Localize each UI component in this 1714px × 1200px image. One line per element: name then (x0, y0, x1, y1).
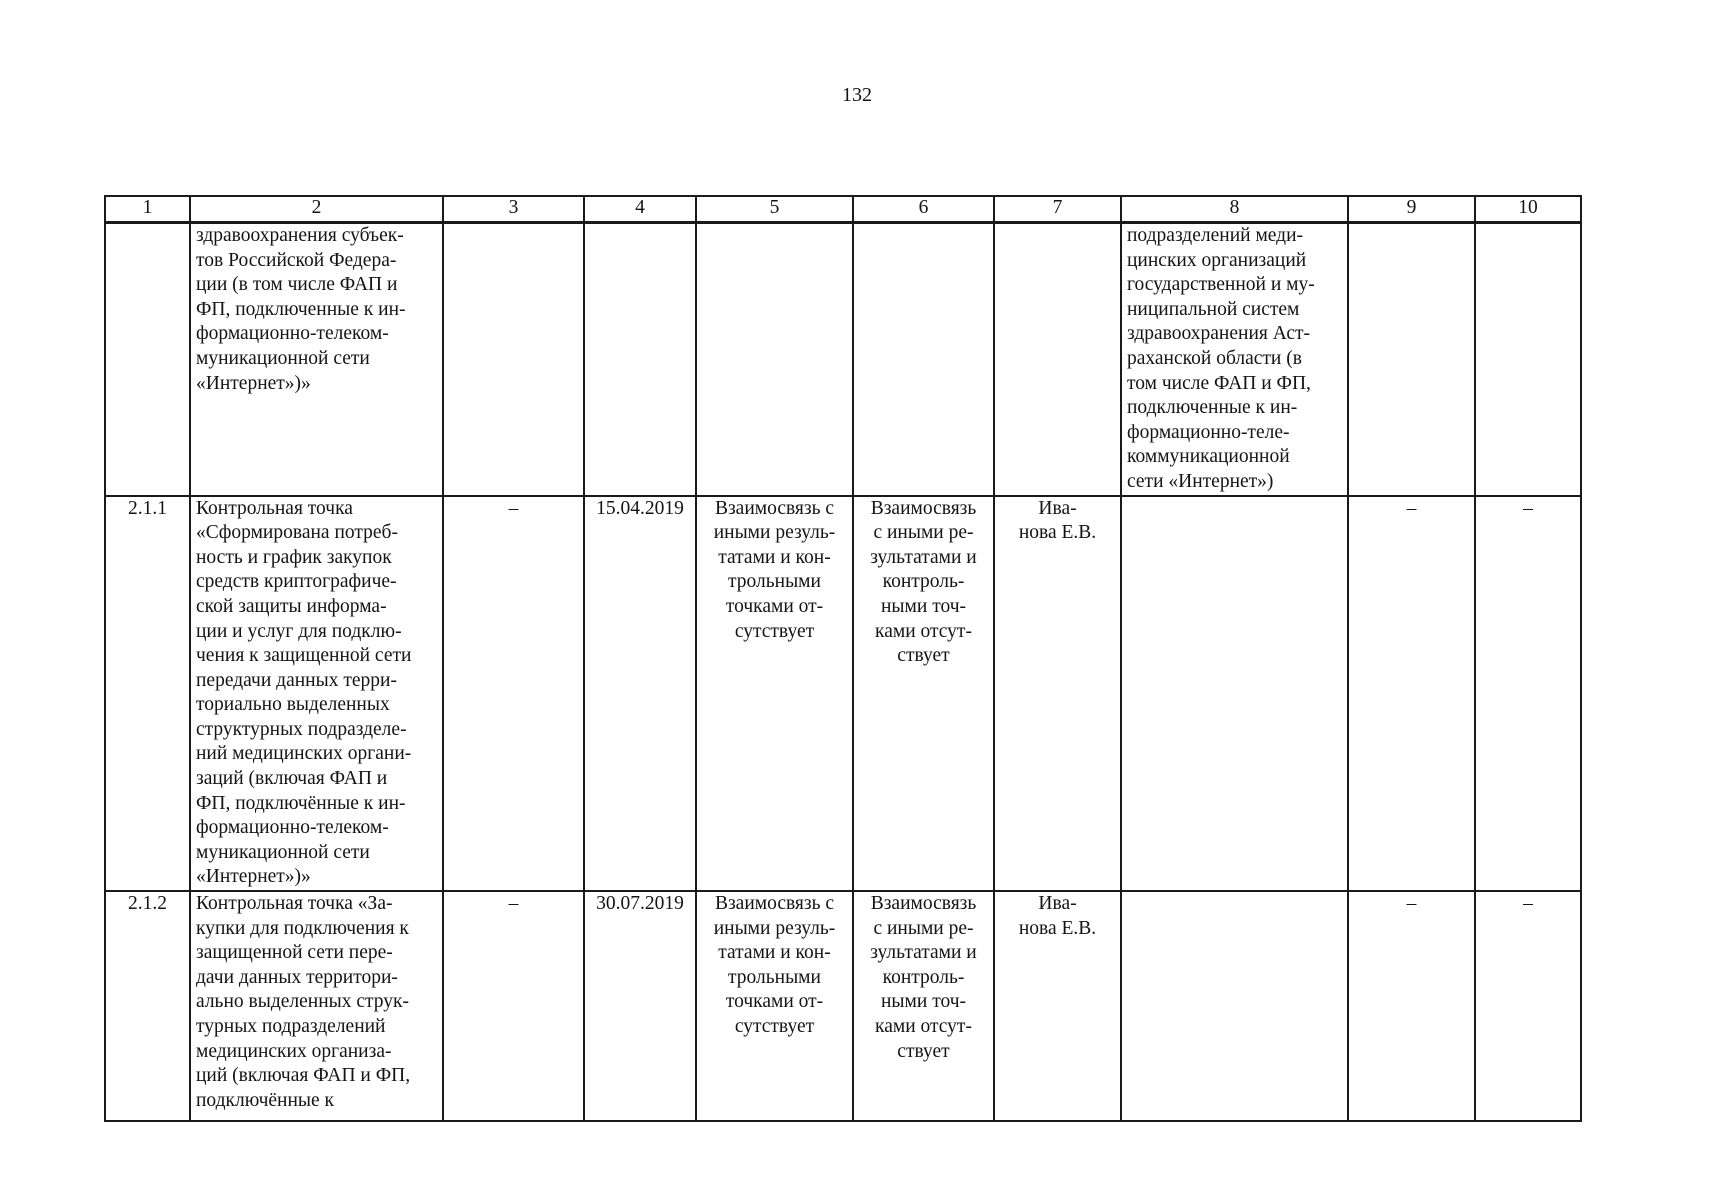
date-cell (584, 496, 696, 892)
responsible-person: Ива- нова Е.В. (1018, 497, 1097, 544)
date-value: 30.07.2019 (596, 893, 684, 915)
column-header-8: 8 (1121, 196, 1348, 223)
responsible-cell (994, 496, 1121, 892)
description-cell (190, 891, 443, 1121)
table-header-row (105, 196, 1581, 223)
relation-cell (696, 223, 853, 496)
row-number-cell (105, 496, 190, 892)
col9-cell (1348, 223, 1475, 496)
page-number: 132 (842, 84, 872, 106)
relation-text-2: Взаимосвязь с иными ре- зультатами и контроль- ными точ- ками отсут- ствует (870, 497, 977, 667)
result-cell (1121, 891, 1348, 1121)
description-cell (190, 223, 443, 496)
table-row (105, 891, 1581, 1121)
event-description: Контрольная точка «За- купки для подключения к защищенной сети пере- дачи данных территори- ально выделенных струк- турных подразделений медицинских организа- ций (включая ФАП и ФП, подключённые к (196, 893, 411, 1111)
row-number-cell (105, 891, 190, 1121)
col10-value: – (1523, 497, 1533, 519)
col9-cell (1348, 891, 1475, 1121)
date-cell (584, 891, 696, 1121)
col3-cell (443, 223, 584, 496)
responsible-cell (994, 223, 1121, 496)
description-cell (190, 496, 443, 892)
column-header-3: 3 (443, 196, 584, 223)
responsible-cell (994, 891, 1121, 1121)
table-row (105, 496, 1581, 892)
result-cell (1121, 496, 1348, 892)
column-header-9: 9 (1348, 196, 1475, 223)
column-header-1: 1 (105, 196, 190, 223)
col3-cell (443, 891, 584, 1121)
column-header-2: 2 (190, 196, 443, 223)
relation-cell (696, 891, 853, 1121)
col10-cell (1475, 223, 1581, 496)
row-number: 2.1.1 (128, 497, 167, 519)
relation-cell-2 (853, 496, 994, 892)
table-row (105, 223, 1581, 496)
date-cell (584, 223, 696, 496)
responsible-person: Ива- нова Е.В. (1018, 893, 1097, 939)
relation-text: Взаимосвязь с иными резуль- татами и кон- трольными точками от- сутствует (713, 893, 836, 1037)
event-description: здравоохранения субъек- тов Российской Федера- ции (в том числе ФАП и ФП, подключенные к ин- формационно-телеком- муникационной сети «Интернет»)» (196, 225, 406, 394)
result-cell (1121, 223, 1348, 496)
relation-cell-2 (853, 223, 994, 496)
col3-cell (443, 496, 584, 892)
col9-value: – (1406, 893, 1417, 915)
column-header-4: 4 (584, 196, 696, 223)
column-header-5: 5 (696, 196, 853, 223)
column-header-7: 7 (994, 196, 1121, 223)
row-number-cell (105, 223, 190, 496)
relation-cell-2 (853, 891, 994, 1121)
plan-table (104, 195, 1582, 1122)
column-header-6: 6 (853, 196, 994, 223)
col10-value: – (1523, 893, 1533, 915)
row-number: 2.1.2 (128, 893, 167, 915)
result-text: подразделений меди- цинских организаций государственной и му- ниципальной систем здравоохранения Аст- раханской области (в том числе ФАП и ФП, подключенные к ин- формационно-теле- коммуникационной сети «Интернет») (1127, 225, 1315, 492)
relation-cell (696, 496, 853, 892)
date-value: 15.04.2019 (596, 497, 684, 519)
relation-text-2: Взаимосвязь с иными ре- зультатами и контроль- ными точ- ками отсут- ствует (870, 893, 977, 1062)
event-description: Контрольная точка «Сформирована потреб- ность и график закупок средств криптографиче- ской защиты информа- ции и услуг для подклю- чения к защищенной сети передачи данных терри- ториально выделенных структурных подразделе- ний медицинских органи- заций (включая ФАП и ФП, подключённые к ин- формационно-телеком- муникационной сети «Интернет»)» (196, 497, 412, 888)
col3-value: – (508, 497, 519, 519)
col9-cell (1348, 496, 1475, 892)
relation-text: Взаимосвязь с иными резуль- татами и кон- трольными точками от- сутствует (713, 497, 836, 642)
column-header-10: 10 (1475, 196, 1581, 223)
col10-cell (1475, 891, 1581, 1121)
col10-cell (1475, 496, 1581, 892)
col3-value: – (508, 893, 519, 915)
col9-value: – (1406, 497, 1417, 519)
